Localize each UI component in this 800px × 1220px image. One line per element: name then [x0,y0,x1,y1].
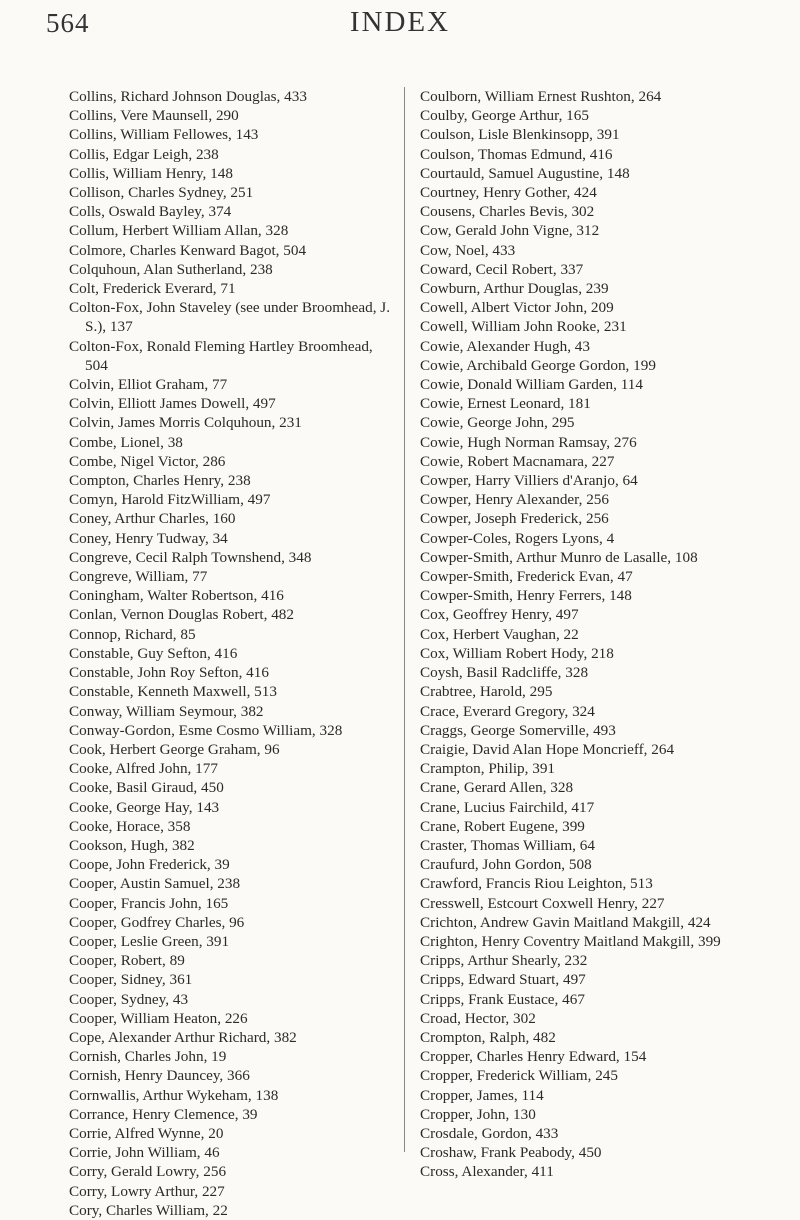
index-entry: Corrie, John William, 46 [69,1144,220,1162]
index-entry: Collum, Herbert William Allan, 328 [69,222,289,240]
index-entry: Crabtree, Harold, 295 [420,683,553,701]
index-entry: Cowper-Coles, Rogers Lyons, 4 [420,529,615,547]
index-entry: Colquhoun, Alan Sutherland, 238 [69,260,273,278]
index-entry: Coney, Henry Tudway, 34 [69,529,228,547]
index-entry: Cooke, Horace, 358 [69,817,191,835]
index-entry: Cowburn, Arthur Douglas, 239 [420,280,609,298]
index-entry: Cope, Alexander Arthur Richard, 382 [69,1028,297,1046]
index-entry: Crompton, Ralph, 482 [420,1028,556,1046]
index-entry: Collis, Edgar Leigh, 238 [69,145,219,163]
index-entry: Cowie, George John, 295 [420,414,575,432]
index-entry: Crighton, Henry Coventry Maitland Makgill, 399 [420,932,721,950]
index-entry: Conway, William Seymour, 382 [69,702,264,720]
index-entry: Colton-Fox, John Staveley (see under Broomhead, J. S.), 137 [69,299,390,336]
index-entry: Coulborn, William Ernest Rushton, 264 [420,88,662,105]
index-entry: Coulson, Thomas Edmund, 416 [420,145,613,163]
index-entry: Cooper, William Heaton, 226 [69,1009,248,1027]
index-entry: Conlan, Vernon Douglas Robert, 482 [69,606,294,624]
index-entry: Craufurd, John Gordon, 508 [420,856,592,874]
index-entry: Crosdale, Gordon, 433 [420,1124,559,1142]
index-entry: Cresswell, Estcourt Coxwell Henry, 227 [420,894,665,912]
index-entry: Collins, William Fellowes, 143 [69,126,259,144]
index-entry: Congreve, William, 77 [69,568,208,586]
index-entry: Cooper, Godfrey Charles, 96 [69,913,245,931]
index-entry: Croshaw, Frank Peabody, 450 [420,1144,602,1162]
index-entry: Cooper, Sydney, 43 [69,990,189,1008]
index-column-right [420,87,750,1182]
index-entry: Cowie, Alexander Hugh, 43 [420,337,590,355]
index-entry: Crane, Robert Eugene, 399 [420,817,585,835]
index-entry: Coningham, Walter Robertson, 416 [69,587,284,605]
index-entry: Compton, Charles Henry, 238 [69,472,251,490]
index-entry: Corrie, Alfred Wynne, 20 [69,1124,224,1142]
index-entry: Cross, Alexander, 411 [420,1163,554,1181]
index-entry: Cooper, Leslie Green, 391 [69,932,230,950]
index-entry: Cory, Charles William, 22 [69,1201,228,1219]
index-entry: Combe, Nigel Victor, 286 [69,452,226,470]
index-entry: Collins, Vere Maunsell, 290 [69,107,239,125]
index-entry: Cropper, Frederick William, 245 [420,1067,618,1085]
index-entry: Cowie, Ernest Leonard, 181 [420,395,591,413]
index-entry: Craggs, George Somerville, 493 [420,721,616,739]
index-entry: Collison, Charles Sydney, 251 [69,184,254,202]
index-entry: Comyn, Harold FitzWilliam, 497 [69,491,271,509]
index-entry: Cowper, Henry Alexander, 256 [420,491,609,509]
index-entry: Cooke, Basil Giraud, 450 [69,779,224,797]
index-entry: Cook, Herbert George Graham, 96 [69,740,280,758]
index-entry: Colt, Frederick Everard, 71 [69,280,236,298]
index-entry: Cooke, Alfred John, 177 [69,760,218,778]
index-entry: Constable, Kenneth Maxwell, 513 [69,683,277,701]
index-entry: Cornwallis, Arthur Wykeham, 138 [69,1086,279,1104]
index-entry: Cropper, James, 114 [420,1086,544,1104]
index-entry: Corry, Lowry Arthur, 227 [69,1182,225,1200]
index-entry: Coward, Cecil Robert, 337 [420,260,584,278]
index-entry: Coysh, Basil Radcliffe, 328 [420,664,589,682]
index-entry: Colton-Fox, Ronald Fleming Hartley Broomhead, 504 [69,337,373,374]
index-entry: Crampton, Philip, 391 [420,760,556,778]
index-entry: Courtauld, Samuel Augustine, 148 [420,164,630,182]
index-entry: Colmore, Charles Kenward Bagot, 504 [69,241,307,259]
index-entry: Cox, William Robert Hody, 218 [420,644,614,662]
index-entry: Coope, John Frederick, 39 [69,856,230,874]
index-entry: Cowie, Robert Macnamara, 227 [420,452,615,470]
index-entry: Cripps, Frank Eustace, 467 [420,990,585,1008]
index-entry: Constable, Guy Sefton, 416 [69,644,238,662]
index-entry: Cooper, Sidney, 361 [69,971,193,989]
index-entry: Cripps, Edward Stuart, 497 [420,971,586,989]
index-entry: Cowie, Hugh Norman Ramsay, 276 [420,433,637,451]
index-entry: Cookson, Hugh, 382 [69,836,195,854]
index-entry: Courtney, Henry Gother, 424 [420,184,597,202]
index-entry: Cropper, Charles Henry Edward, 154 [420,1048,647,1066]
index-entry: Crace, Everard Gregory, 324 [420,702,595,720]
index-entry: Cow, Noel, 433 [420,241,516,259]
index-entry: Crawford, Francis Riou Leighton, 513 [420,875,653,893]
index-entry: Cooke, George Hay, 143 [69,798,220,816]
index-entry: Cooper, Austin Samuel, 238 [69,875,241,893]
index-entry: Cropper, John, 130 [420,1105,536,1123]
index-entry: Cowper-Smith, Arthur Munro de Lasalle, 108 [420,548,698,566]
index-entry: Cooper, Francis John, 165 [69,894,229,912]
index-entry: Cripps, Arthur Shearly, 232 [420,952,588,970]
index-entry: Craigie, David Alan Hope Moncrieff, 264 [420,740,675,758]
index-entry: Collis, William Henry, 148 [69,164,233,182]
page-header [0,4,800,54]
index-entry: Cowper-Smith, Frederick Evan, 47 [420,568,633,586]
index-entry: Constable, John Roy Sefton, 416 [69,664,269,682]
index-entry: Congreve, Cecil Ralph Townshend, 348 [69,548,312,566]
index-entry: Corrance, Henry Clemence, 39 [69,1105,258,1123]
index-entry: Coulson, Lisle Blenkinsopp, 391 [420,126,620,144]
index-entry: Crichton, Andrew Gavin Maitland Makgill, 424 [420,913,711,931]
index-entry: Coney, Arthur Charles, 160 [69,510,236,528]
page-number: 564 [46,8,90,38]
index-entry: Crane, Lucius Fairchild, 417 [420,798,595,816]
index-column-left [69,87,399,1220]
index-entry: Crane, Gerard Allen, 328 [420,779,574,797]
index-entry: Cox, Herbert Vaughan, 22 [420,625,579,643]
index-entry: Croad, Hector, 302 [420,1009,536,1027]
index-entry: Colvin, James Morris Colquhoun, 231 [69,414,302,432]
index-entry: Cooper, Robert, 89 [69,952,185,970]
index-entry: Colvin, Elliot Graham, 77 [69,376,228,394]
index-entry: Coulby, George Arthur, 165 [420,107,589,125]
index-entry: Cornish, Henry Dauncey, 366 [69,1067,250,1085]
index-entry: Cowell, Albert Victor John, 209 [420,299,614,317]
index-entry: Cowper, Harry Villiers d'Aranjo, 64 [420,472,638,490]
index-entry: Cousens, Charles Bevis, 302 [420,203,595,221]
index-entry: Combe, Lionel, 38 [69,433,183,451]
index-entry: Colvin, Elliott James Dowell, 497 [69,395,276,413]
index-entry: Cowell, William John Rooke, 231 [420,318,627,336]
index-entry: Cowie, Archibald George Gordon, 199 [420,356,656,374]
index-entry: Colls, Oswald Bayley, 374 [69,203,232,221]
index-entry: Craster, Thomas William, 64 [420,836,595,854]
index-entry: Corry, Gerald Lowry, 256 [69,1163,227,1181]
page-title: INDEX [349,6,451,38]
index-entry: Cowper, Joseph Frederick, 256 [420,510,609,528]
index-entry: Conway-Gordon, Esme Cosmo William, 328 [69,721,343,739]
column-divider [404,87,405,1152]
index-entry: Cow, Gerald John Vigne, 312 [420,222,600,240]
index-entry: Connop, Richard, 85 [69,625,196,643]
index-entry: Cowie, Donald William Garden, 114 [420,376,643,394]
index-entry: Cornish, Charles John, 19 [69,1048,227,1066]
index-entry: Collins, Richard Johnson Douglas, 433 [69,88,307,105]
index-entry: Cox, Geoffrey Henry, 497 [420,606,579,624]
index-entry: Cowper-Smith, Henry Ferrers, 148 [420,587,632,605]
